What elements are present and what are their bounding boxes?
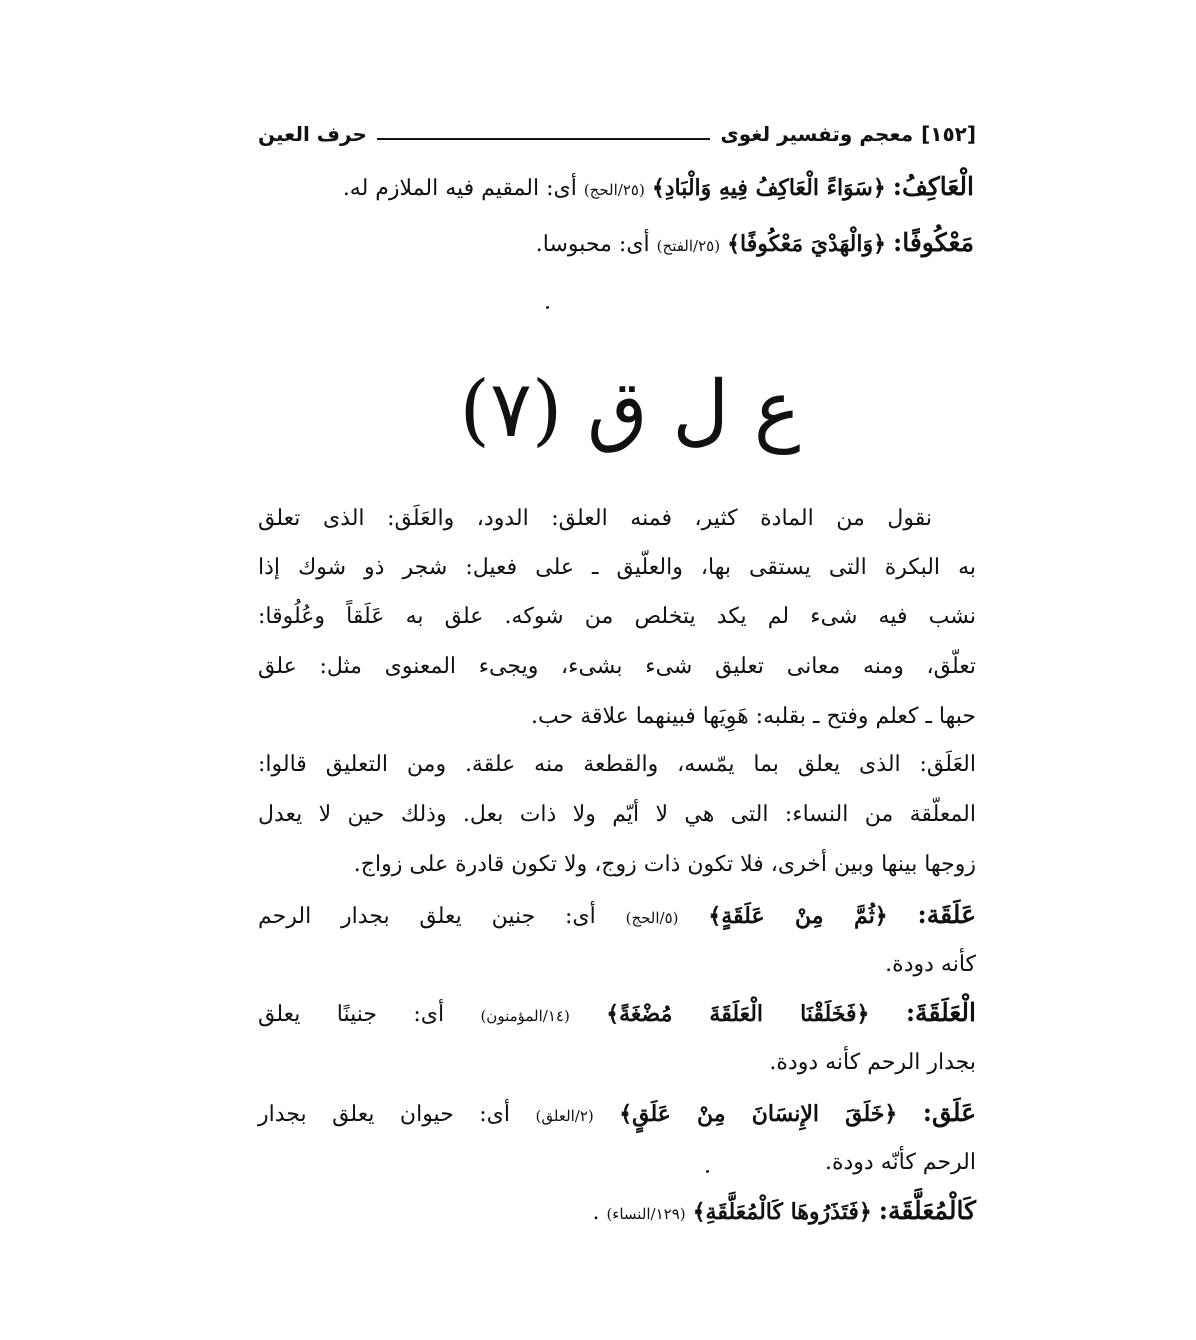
paragraph-line: نشب فيه شىء لم يكد يتخلص من شوكه. علق به عَلَقاً وعُلُوقا: <box>258 604 976 629</box>
entry-continuation: بجدار الرحم كأنه دودة. <box>769 1050 976 1075</box>
paragraph-line: حبها ـ كعلم وفتح ـ بقلبه: هَوِيَها فبينهما علاقة حب. <box>531 704 976 729</box>
quran-quote: ﴿خَلَقَ الإِنسَانَ مِنْ عَلَقٍ﴾ <box>619 1101 898 1127</box>
running-header <box>258 112 976 146</box>
quran-quote: ﴿وَالْهَدْيَ مَعْكُوفًا﴾ <box>727 231 887 257</box>
paragraph-line: زوجها بينها وبين أخرى، فلا تكون ذات زوج، ولا تكون قادرة على زواج. <box>353 852 976 877</box>
verse-reference: (١٤/المؤمنون) <box>480 1007 570 1025</box>
entry-line <box>258 998 976 1031</box>
header-rule <box>377 138 711 140</box>
paragraph-line: المعلّقة من النساء: التى هي لا أيّم ولا ذات بعل. وذلك حين لا يعدل <box>258 802 976 827</box>
section-title: حرف العين <box>258 122 367 146</box>
paragraph-line: العَلَق: الذى يعلق بما يمّسه، والقطعة منه علقة. ومن التعليق قالوا: <box>258 752 976 777</box>
entry-headword: عَلَق: <box>922 1098 977 1127</box>
entry-gloss: أى: جنين يعلق بجدار الرحم <box>258 904 596 929</box>
entry-headword: كَالْمُعَلَّقَة: <box>878 1196 976 1225</box>
verse-reference: (٢٥/الفتح) <box>656 237 721 255</box>
quran-quote: ﴿ثُمَّ مِنْ عَلَقَةٍ﴾ <box>708 903 888 929</box>
paragraph-line: نقول من المادة كثير، فمنه العلق: الدود، والعَلَق: الذى تعلق <box>258 506 932 531</box>
entry-continuation: الرحم كأنّه دودة. <box>824 1150 976 1175</box>
paragraph-line: تعلّق، ومنه معانى تعليق شىء بشىء، ويجىء المعنوى مثل: علق <box>258 654 976 679</box>
entry-line <box>258 1196 976 1229</box>
paragraph-line: به البكرة التى يستقى بها، والعلّيق ـ على فعيل: شجر ذو شوك إذا <box>258 555 976 580</box>
root-heading: ع ل ق (٧) <box>459 365 801 455</box>
entry-line <box>258 900 976 933</box>
page-number: [١٥٢] <box>921 122 976 146</box>
entry-headword: الْعَاكِفُ: <box>892 172 974 201</box>
verse-reference: (١٢٩/النساء) <box>606 1205 686 1223</box>
verse-reference: (٢/العلق) <box>535 1107 594 1125</box>
print-speck <box>546 306 549 309</box>
verse-reference: (٢٥/الحج) <box>583 181 645 199</box>
entry-gloss: . <box>592 1200 600 1225</box>
entry-line <box>343 172 974 205</box>
quran-quote: ﴿سَوَاءً الْعَاكِفُ فِيهِ وَالْبَادِ﴾ <box>651 175 886 201</box>
verse-reference: (٥/الحج) <box>625 909 679 927</box>
print-speck <box>706 1170 709 1173</box>
book-title: معجم وتفسير لغوى <box>720 122 914 146</box>
entry-gloss: أى: جنينًا يعلق <box>258 1002 445 1027</box>
quran-quote: ﴿فَخَلَقْنَا الْعَلَقَةَ مُضْغَةً﴾ <box>606 1001 870 1027</box>
entry-line <box>536 228 974 261</box>
entry-gloss: أى: حيوان يعلق بجدار <box>258 1102 511 1127</box>
entry-gloss: أى: المقيم فيه الملازم له. <box>342 176 577 201</box>
entry-headword: الْعَلَقَةَ: <box>905 998 976 1027</box>
entry-gloss: أى: محبوسا. <box>535 232 650 257</box>
entry-continuation: كأنه دودة. <box>885 952 976 977</box>
entry-headword: عَلَقَة: <box>917 900 976 929</box>
entry-line <box>258 1098 976 1131</box>
quran-quote: ﴿فَتَذَرُوهَا كَالْمُعَلَّقَةِ﴾ <box>692 1199 872 1225</box>
entry-headword: مَعْكُوفًا: <box>893 228 974 257</box>
